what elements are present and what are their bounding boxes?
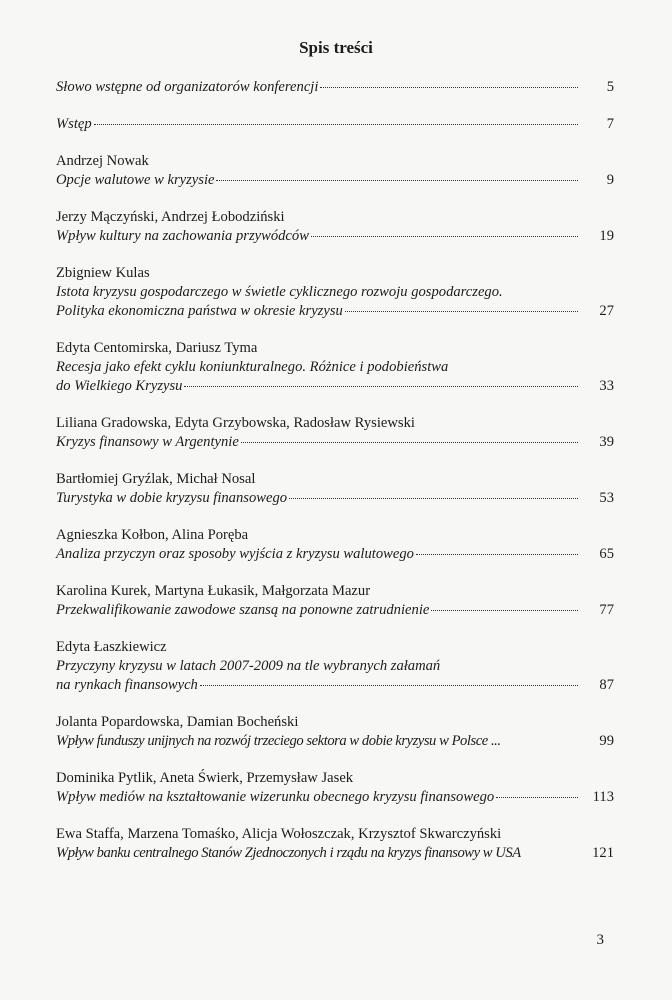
toc-entry-page: 9 xyxy=(606,172,614,188)
toc-entry xyxy=(56,582,614,620)
toc-entry-title-line: Wstęp xyxy=(56,116,92,132)
toc-entry xyxy=(56,470,614,508)
toc-entry-title-line: Turystyka w dobie kryzysu finansowego xyxy=(56,490,288,506)
toc-entry-authors: Ewa Staffa, Marzena Tomaśko, Alicja Wołoszczak, Krzysztof Skwarczyński xyxy=(56,826,502,842)
toc-entry-page: 19 xyxy=(599,228,614,244)
toc-entry-authors: Jolanta Popardowska, Damian Bocheński xyxy=(56,714,299,730)
toc-entry-authors: Edyta Łaszkiewicz xyxy=(56,639,167,655)
toc-entry-title-line: Opcje walutowe w kryzysie xyxy=(56,172,215,188)
page-title: Spis treści xyxy=(299,38,373,57)
toc-entry-title-line: Recesja jako efekt cyklu koniunkturalnego. Różnice i podobieństwa xyxy=(56,359,449,375)
toc-entry-title-line: Przekwalifikowanie zawodowe szansą na ponowne zatrudnienie xyxy=(56,602,430,618)
toc-entry-title-line: do Wielkiego Kryzysu xyxy=(56,378,183,394)
toc-entry-title-line: Polityka ekonomiczna państwa w okresie kryzysu xyxy=(56,303,343,319)
toc-entry-page: 113 xyxy=(592,789,614,805)
toc-entry-authors: Andrzej Nowak xyxy=(56,153,149,169)
dot-leader xyxy=(496,796,578,798)
toc-entry-authors: Karolina Kurek, Martyna Łukasik, Małgorzata Mazur xyxy=(56,583,371,599)
dot-leader xyxy=(241,441,578,443)
toc-entry-authors: Agnieszka Kołbon, Alina Poręba xyxy=(56,527,249,543)
toc-entry xyxy=(56,414,614,452)
toc-entry-title-line: Istota kryzysu gospodarczego w świetle cyklicznego rozwoju gospodarczego. xyxy=(56,284,503,300)
toc-entry-title-line: Przyczyny kryzysu w latach 2007-2009 na tle wybranych załamań xyxy=(56,658,441,674)
toc-entry-authors: Edyta Centomirska, Dariusz Tyma xyxy=(56,340,258,356)
toc-entry xyxy=(56,769,614,807)
dot-leader xyxy=(320,86,578,88)
toc-entry-page: 5 xyxy=(606,79,614,95)
toc-entry xyxy=(56,713,614,751)
toc-entry-page: 7 xyxy=(606,116,614,132)
toc-entry-authors: Jerzy Mączyński, Andrzej Łobodziński xyxy=(56,209,285,225)
toc-entry-authors: Liliana Gradowska, Edyta Grzybowska, Radosław Rysiewski xyxy=(56,415,415,431)
toc-entry-authors: Bartłomiej Gryźlak, Michał Nosal xyxy=(56,471,256,487)
toc-entry-title-line: Wpływ funduszy unijnych na rozwój trzeciego sektora w dobie kryzysu w Polsce ... xyxy=(56,733,501,749)
toc-entry-title-line: Kryzys finansowy w Argentynie xyxy=(56,434,239,450)
toc-entry-page: 53 xyxy=(599,490,614,506)
toc-entry-page: 27 xyxy=(599,303,614,319)
toc-entry xyxy=(56,264,614,321)
toc-entry-title-line: Wpływ kultury na zachowania przywódców xyxy=(56,228,309,244)
toc-entry-page: 77 xyxy=(599,602,614,618)
toc-entry-page: 39 xyxy=(599,434,614,450)
toc-entry xyxy=(56,526,614,564)
toc-entry xyxy=(56,152,614,190)
dot-leader xyxy=(416,553,578,555)
toc-entry-authors: Zbigniew Kulas xyxy=(56,265,150,281)
toc-entry-title-line: Analiza przyczyn oraz sposoby wyjścia z kryzysu walutowego xyxy=(56,546,414,562)
table-of-contents xyxy=(56,78,614,881)
toc-entry-title-line: Słowo wstępne od organizatorów konferencji xyxy=(56,79,319,95)
dot-leader xyxy=(311,235,578,237)
toc-entry-page: 121 xyxy=(592,845,614,861)
dot-leader xyxy=(216,179,578,181)
toc-entry-page: 87 xyxy=(599,677,614,693)
toc-entry-title-line: na rynkach finansowych xyxy=(56,677,198,693)
toc-entry-page: 33 xyxy=(599,378,614,394)
dot-leader xyxy=(200,684,578,686)
toc-entry xyxy=(56,208,614,246)
toc-entry-page: 65 xyxy=(599,546,614,562)
toc-entry xyxy=(56,78,614,97)
toc-entry-page: 99 xyxy=(599,733,614,749)
dot-leader xyxy=(289,497,578,499)
toc-entry-authors: Dominika Pytlik, Aneta Świerk, Przemysław Jasek xyxy=(56,770,354,786)
page-number: 3 xyxy=(596,932,604,948)
dot-leader xyxy=(94,123,578,125)
dot-leader xyxy=(431,609,578,611)
dot-leader xyxy=(184,385,578,387)
toc-entry-title-line: Wpływ banku centralnego Stanów Zjednoczonych i rządu na kryzys finansowy w USA xyxy=(56,845,521,861)
toc-entry xyxy=(56,638,614,695)
toc-entry xyxy=(56,825,614,863)
toc-entry xyxy=(56,115,614,134)
dot-leader xyxy=(345,310,578,312)
toc-entry-title-line: Wpływ mediów na kształtowanie wizerunku obecnego kryzysu finansowego xyxy=(56,789,495,805)
toc-entry xyxy=(56,339,614,396)
